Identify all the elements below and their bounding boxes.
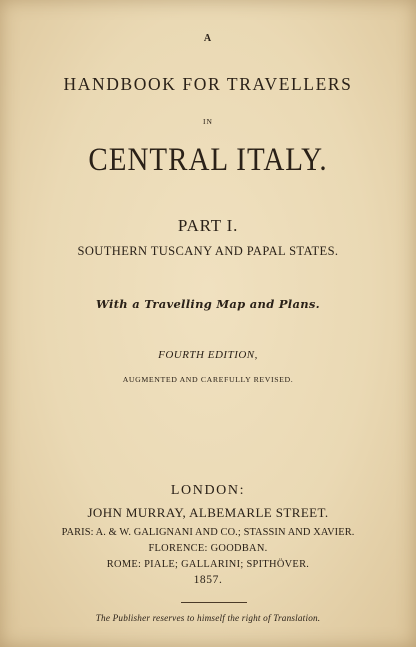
imprint-paris: PARIS: A. & W. GALIGNANI AND CO.; STASSIN AND XAVIER. bbox=[61, 527, 355, 538]
title-preposition: IN bbox=[203, 117, 213, 126]
part-heading: PART I. bbox=[177, 216, 239, 235]
imprint-rome: ROME: PIALE; GALLARINI; SPITHÖVER. bbox=[106, 559, 310, 570]
imprint-city: LONDON: bbox=[170, 483, 246, 498]
edition: FOURTH EDITION, bbox=[158, 349, 258, 361]
divider-rule bbox=[181, 602, 247, 603]
rights-note: The Publisher reserves to himself the right of Translation. bbox=[95, 613, 321, 623]
title-article: A bbox=[203, 33, 213, 44]
edition-note: AUGMENTED AND CAREFULLY REVISED. bbox=[122, 375, 294, 384]
map-note: With a Travelling Map and Plans. bbox=[96, 297, 320, 311]
title-main: HANDBOOK FOR TRAVELLERS bbox=[63, 74, 353, 94]
imprint-publisher: JOHN MURRAY, ALBEMARLE STREET. bbox=[87, 505, 329, 520]
title-place: CENTRAL ITALY. bbox=[88, 142, 328, 178]
imprint-florence: FLORENCE: GOODBAN. bbox=[148, 543, 268, 554]
imprint-year: 1857. bbox=[193, 574, 223, 586]
part-subtitle: SOUTHERN TUSCANY AND PAPAL STATES. bbox=[77, 244, 339, 258]
